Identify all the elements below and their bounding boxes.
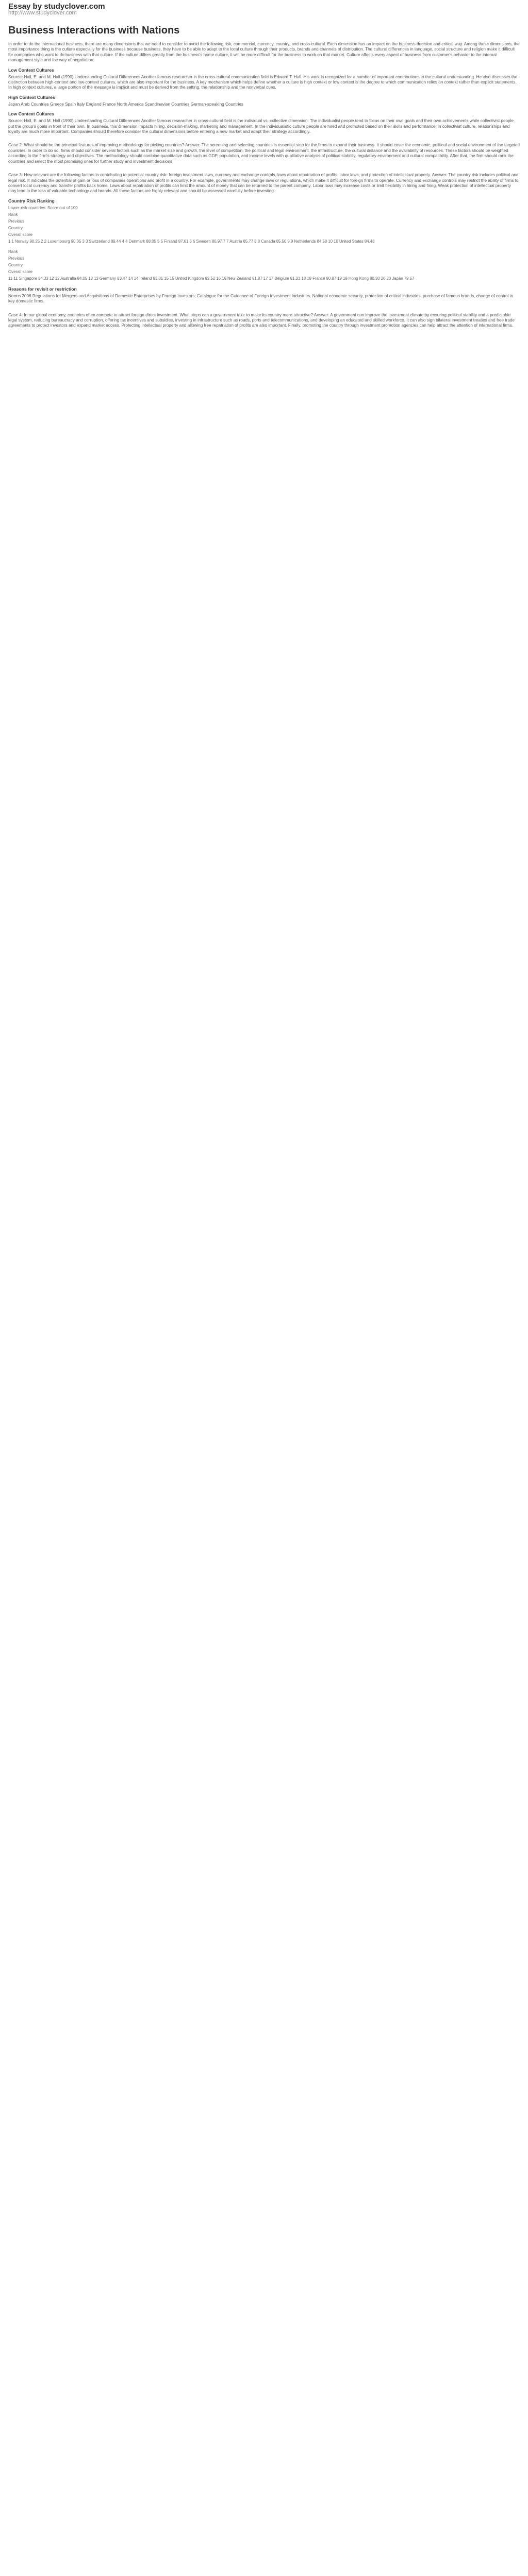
table-header-rank: Rank	[8, 212, 18, 217]
site-header	[0, 0, 528, 18]
paragraph: Norms 2006 Regulations for Mergers and Acquisitions of Domestic Enterprises by Foreign Investors; Catalogue for the Guidance of Foreign Investment Industries. National economic security, protection of critical industries, purchase of famous brands, change of control in key domestic firms.	[8, 293, 514, 304]
paragraph: Case 2: What should be the principal features of improving methodology for picking countries? Answer: The screening and selecting countries is essential step for the firms to expand their business. It should cover the economic, political and social environment of the targeted countries. In order to do so, firms should consider several factors such as the market size and growth, the level of competition, the political and legal environment, the infrastructure, the cultural distance and the availability of resources. These factors should be weighted according to the firm's strategy and objectives. The methodology should combine quantitative data such as GDP, population, and income levels with qualitative analysis of political stability, regulatory environment and cultural compatibility. After that, the firm should rank the countries and select the most promising ones for further study and investment decisions.	[8, 143, 520, 164]
table-header-country: Country	[8, 262, 23, 267]
table-rows: 1 1 Norway 90.25 2 2 Luxembourg 90.05 3 3 Switzerland 89.44 4 4 Denmark 88.05 5 5 Finland 87.61 6 6 Sweden 86.97 7 7 Austria 85.77 8 8 Canada 85.50 9 9 Netherlands 84.58 10 10 United States 84.48	[8, 239, 375, 244]
table-title: Country Risk Ranking	[8, 198, 55, 204]
paragraph: Japan Arab Countries Greece Spain Italy England France North America Scandinavian Countries German-speaking Countries	[8, 101, 244, 107]
brand-url: http://www.studyclover.com	[8, 9, 77, 16]
table-header-previous: Previous	[8, 218, 25, 224]
section-heading: Reasons for revisit or restriction	[8, 286, 77, 292]
table-header-previous: Previous	[8, 256, 25, 261]
section-heading: High Context Cultures	[8, 94, 55, 100]
table-subtitle: Lower-risk countries: Score out of 100	[8, 205, 78, 210]
table-header-score: Overall score	[8, 269, 33, 274]
paragraph: Source: Hall, E. and M. Hall (1990) Understanding Cultural Differences Another famous researcher in the cross-cultural communication field is Edward T. Hall. His work is recognized for a number of important contributions to the cultural understanding. He also discusses the distinction between high-context and low-context cultures, which are also important for the business. A key mechanism which helps define whether a culture is high context or low context is the degree to which communication relies on context rather than explicit statements. In high context cultures, a large portion of the message is implicit and must be derived from the setting, the relationship and the nonverbal cues.	[8, 74, 518, 90]
table-header-score: Overall score	[8, 232, 33, 237]
table-header-country: Country	[8, 225, 23, 230]
section-heading: Low Context Cultures	[8, 67, 54, 73]
article-title: Business Interactions with Nations	[8, 25, 180, 36]
site-logo[interactable]	[8, 2, 105, 16]
table-rows: 11 11 Singapore 84.33 12 12 Australia 84.05 13 13 Germany 83.47 14 14 Ireland 83.01 15 15 United Kingdom 82.52 16 16 New Zealand 81.87 17 17 Belgium 81.31 18 18 France 80.87 19 19 Hong Kong 80.30 20 20 Japan 79.67	[8, 276, 415, 281]
section-heading: Low Context Cultures	[8, 111, 54, 117]
brand-name: Essay by studyclover.com	[8, 2, 105, 11]
paragraph: Case 3: How relevant are the following factors in contributing to potential country risk: foreign investment laws, currency and exchange controls, laws about repatriation of profits, labor laws, and protection of intellectual property. Answer: The country risk includes political and legal risk. It indicates the potential of gain or loss of companies operations and profit in a country. For example, governments may change laws or regulations, which make it difficult for foreign firms to operate. Currency and exchange controls may restrict the ability of firms to convert local currency and transfer profits back home. Laws about repatriation of profits can limit the amount of money that can be returned to the parent company. Labor laws may increase costs or limit flexibility in hiring and firing. Weak protection of intellectual property may lead to the loss of valuable technology and brands. All these factors are highly relevant and should be assessed carefully before investing.	[8, 173, 519, 194]
paragraph: Case 4: In our global economy, countries often compete to attract foreign direct investment. What steps can a government take to make its country more attractive? Answer: A government can improve the investment climate by ensuring political stability and a predictable legal system, reducing bureaucracy and corruption, offering tax incentives and subsidies, investing in infrastructure such as roads, ports and telecommunications, and developing an educated and skilled workforce. It can also sign bilateral investment treaties and free trade agreements to protect investors and expand market access. Protecting intellectual property and allowing free repatriation of profits are also important. Finally, promoting the country through investment promotion agencies can help attract the attention of international firms.	[8, 312, 515, 328]
table-header-rank: Rank	[8, 249, 18, 254]
article	[8, 21, 520, 2576]
paragraph: Source: Hall, E. and M. Hall (1990) Understanding Cultural Differences Another famous researcher in cross-cultural field is the individual vs. collective dimension. The individualist people tend to focus on their own goals and their own achievements while collectivist people put the group's goals in front of their own. In business, this dimension impacts hiring, decision-making, marketing and management. In the individualistic culture people are hired and promoted based on their skills and performance; in collectivist culture, relationships and loyalty are much more important. Companies should therefore consider the cultural dimensions before entering a new market and adapt their strategy accordingly.	[8, 118, 514, 134]
paragraph: In order to do the international business, there are many dimensions that we need to consider to avoid the following risk, commercial, currency, country, and cross-cultural. Each dimension has an impact on the business decision and critical way. Among these dimensions, the most importance thing is the culture especially for the business because business, they have to be able to adapt to the local culture through their products, brands and channels of distribution. The cultural differences in language, social structure and religion make it difficult for companies who want to do business with that culture. If the culture differs greatly from the business's home culture, it will be more difficult for the business to work on that market. Culture affects every aspect of business from customer's behavior to the internal management style and the way of negotiation.	[8, 42, 520, 63]
